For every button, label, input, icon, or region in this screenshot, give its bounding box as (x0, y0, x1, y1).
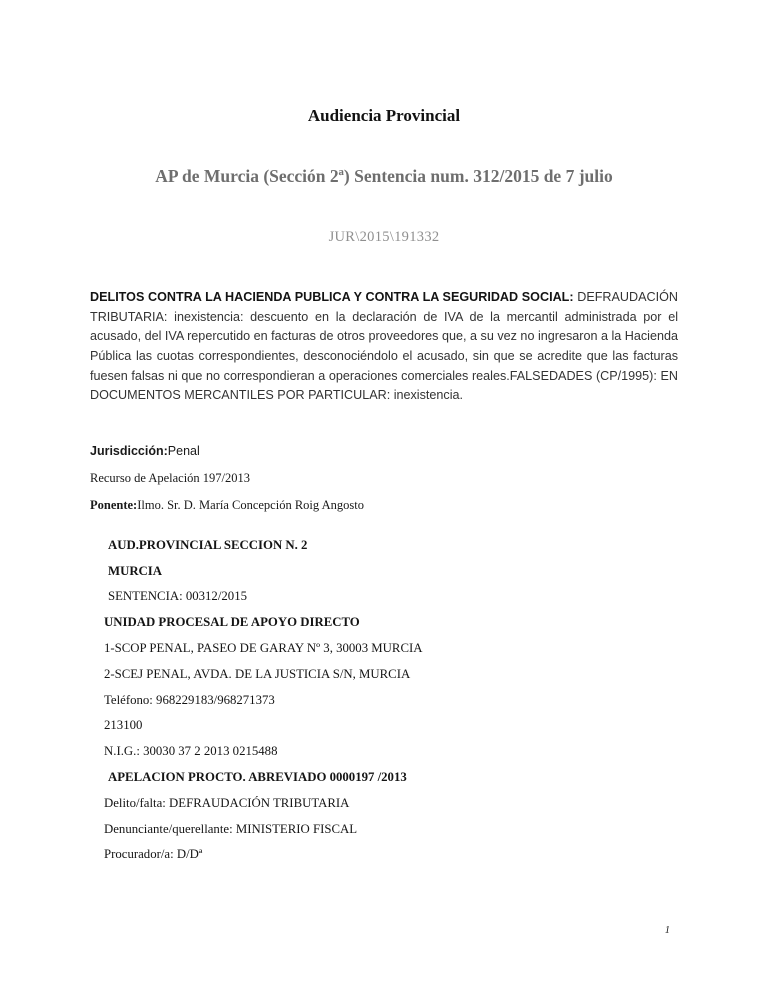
sentence-heading: AP de Murcia (Sección 2ª) Sentencia num. 312/2015 de 7 julio (155, 166, 613, 186)
document-title: Audiencia Provincial (307, 106, 461, 125)
jurisdiction-line (90, 444, 678, 459)
court-line: N.I.G.: 30030 37 2 2013 0215488 (104, 744, 278, 759)
court-line: APELACION PROCTO. ABREVIADO 0000197 /2013 (108, 770, 407, 785)
court-line: Denunciante/querellante: MINISTERIO FISCAL (104, 821, 358, 836)
metadata-section (90, 444, 678, 513)
court-details-block (104, 539, 678, 861)
jurisdiction-value: Penal (167, 443, 200, 458)
court-line: 2-SCEJ PENAL, AVDA. DE LA JUSTICIA S/N, MURCIA (104, 666, 411, 681)
court-line: MURCIA (108, 563, 163, 578)
jurisdiction-label: Jurisdicción: (90, 443, 168, 458)
court-line: Procurador/a: D/Dª (104, 847, 203, 862)
ponente-label: Ponente: (90, 497, 138, 512)
court-line: 213100 (104, 718, 143, 733)
court-line: UNIDAD PROCESAL DE APOYO DIRECTO (104, 615, 360, 630)
summary-heading: DELITOS CONTRA LA HACIENDA PUBLICA Y CONTRA LA SEGURIDAD SOCIAL: (90, 290, 574, 304)
court-line: AUD.PROVINCIAL SECCION N. 2 (108, 537, 308, 552)
page-number: 1 (664, 925, 670, 936)
court-line: SENTENCIA: 00312/2015 (108, 589, 247, 604)
ponente-line (90, 498, 678, 513)
reference-number: JUR\2015\191332 (328, 229, 440, 245)
ponente-value: Ilmo. Sr. D. María Concepción Roig Angosto (137, 497, 364, 512)
court-line: Delito/falta: DEFRAUDACIÓN TRIBUTARIA (104, 795, 350, 810)
court-line: Teléfono: 968229183/968271373 (104, 692, 275, 707)
summary-body: DEFRAUDACIÓN TRIBUTARIA: inexistencia: descuento en la declaración de IVA de la mercantil administrada por el acusado, del IVA repercutido en facturas de otros proveedores que, a su vez no ingresaron a la Hacienda Pública las cuotas correspondientes, desconociéndolo el acusado, sin que se acredite que las facturas fuesen falsas ni que no correspondieran a operaciones comerciales reales.FALSEDADES (CP/1995): EN DOCUMENTOS MERCANTILES POR PARTICULAR: inexistencia. (90, 290, 678, 403)
summary-paragraph (90, 288, 678, 406)
appeal-value: Recurso de Apelación 197/2013 (90, 470, 251, 485)
court-line: 1-SCOP PENAL, PASEO DE GARAY Nº 3, 30003 MURCIA (104, 641, 423, 656)
appeal-line (90, 471, 678, 486)
